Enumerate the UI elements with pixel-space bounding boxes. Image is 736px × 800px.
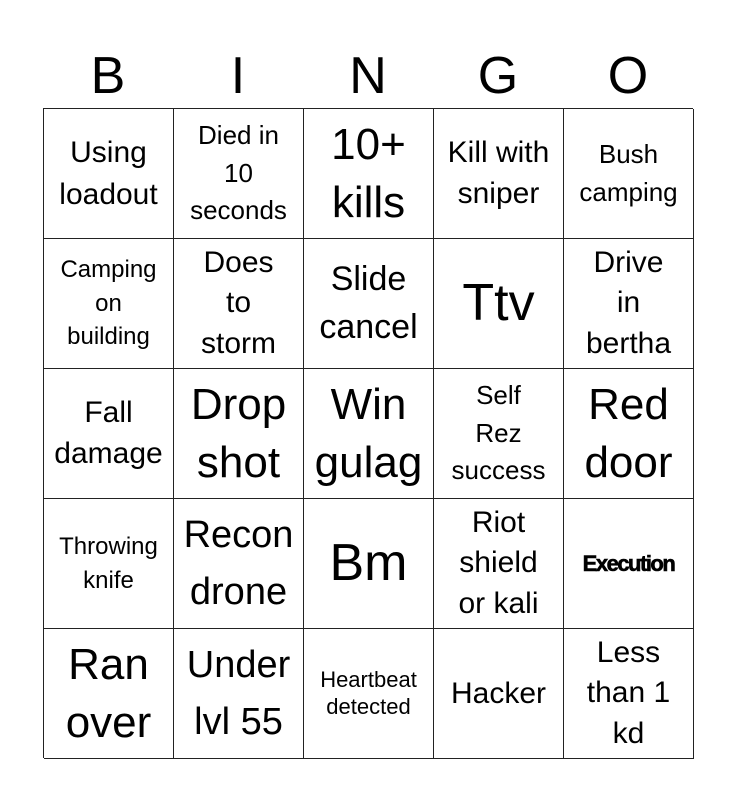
cell-text: Slide cancel — [319, 259, 418, 346]
cell-text: Drive in bertha — [585, 245, 672, 360]
bingo-cell[interactable] — [44, 369, 174, 499]
header-letter-n: N — [349, 47, 387, 105]
bingo-cell[interactable] — [44, 239, 174, 369]
bingo-cell[interactable] — [304, 369, 434, 499]
bingo-cell[interactable] — [434, 629, 564, 759]
cell-text: Ran over — [65, 640, 152, 747]
bingo-cell[interactable] — [564, 239, 694, 369]
bingo-cell[interactable] — [174, 499, 304, 629]
cell-text: Bm — [329, 533, 408, 592]
bingo-cell[interactable] — [564, 109, 694, 239]
bingo-cell[interactable] — [174, 239, 304, 369]
bingo-cell[interactable] — [304, 109, 434, 239]
cell-text: Red door — [584, 380, 673, 487]
bingo-cell[interactable] — [304, 499, 434, 629]
bingo-cell[interactable] — [564, 499, 694, 629]
bingo-cell[interactable] — [434, 109, 564, 239]
cell-text: Execution — [582, 550, 675, 576]
bingo-cell[interactable] — [174, 629, 304, 759]
cell-text: Camping on building — [60, 256, 157, 351]
cell-text: 10+ kills — [331, 120, 406, 227]
cell-text: Self Rez success — [451, 379, 546, 486]
header-letter-o: O — [607, 47, 649, 105]
bingo-cell[interactable] — [564, 369, 694, 499]
cell-text: Win gulag — [314, 380, 423, 487]
bingo-cell[interactable] — [434, 499, 564, 629]
bingo-cell[interactable] — [434, 239, 564, 369]
bingo-board — [43, 108, 693, 758]
cell-text: Ttv — [462, 273, 535, 332]
bingo-cell[interactable] — [174, 109, 304, 239]
bingo-cell[interactable] — [304, 629, 434, 759]
bingo-cell[interactable] — [44, 499, 174, 629]
cell-text: Fall damage — [54, 396, 163, 470]
bingo-cell[interactable] — [434, 369, 564, 499]
cell-text: Bush camping — [579, 138, 678, 207]
header-letter-g: G — [477, 47, 519, 105]
header-letter-b: B — [90, 47, 126, 105]
bingo-cell[interactable] — [564, 629, 694, 759]
cell-text: Throwing knife — [59, 532, 158, 594]
header-letter-i: I — [230, 47, 246, 105]
cell-text: Using loadout — [59, 135, 158, 211]
cell-text: Riot shield or kali — [458, 505, 539, 620]
cell-text: Less than 1 kd — [586, 635, 671, 750]
bingo-cell[interactable] — [174, 369, 304, 499]
bingo-cell[interactable] — [304, 239, 434, 369]
cell-text: Heartbeat detected — [320, 667, 417, 719]
cell-text: Drop shot — [190, 380, 287, 487]
cell-text: Recon drone — [183, 513, 294, 613]
cell-text: Died in 10 seconds — [190, 119, 287, 226]
cell-text: Kill with sniper — [447, 136, 550, 210]
bingo-cell[interactable] — [44, 629, 174, 759]
cell-text: Hacker — [450, 676, 547, 710]
bingo-header — [43, 40, 693, 108]
cell-text: Does to storm — [201, 245, 276, 360]
bingo-cell[interactable] — [44, 109, 174, 239]
cell-text: Under lvl 55 — [186, 643, 291, 743]
